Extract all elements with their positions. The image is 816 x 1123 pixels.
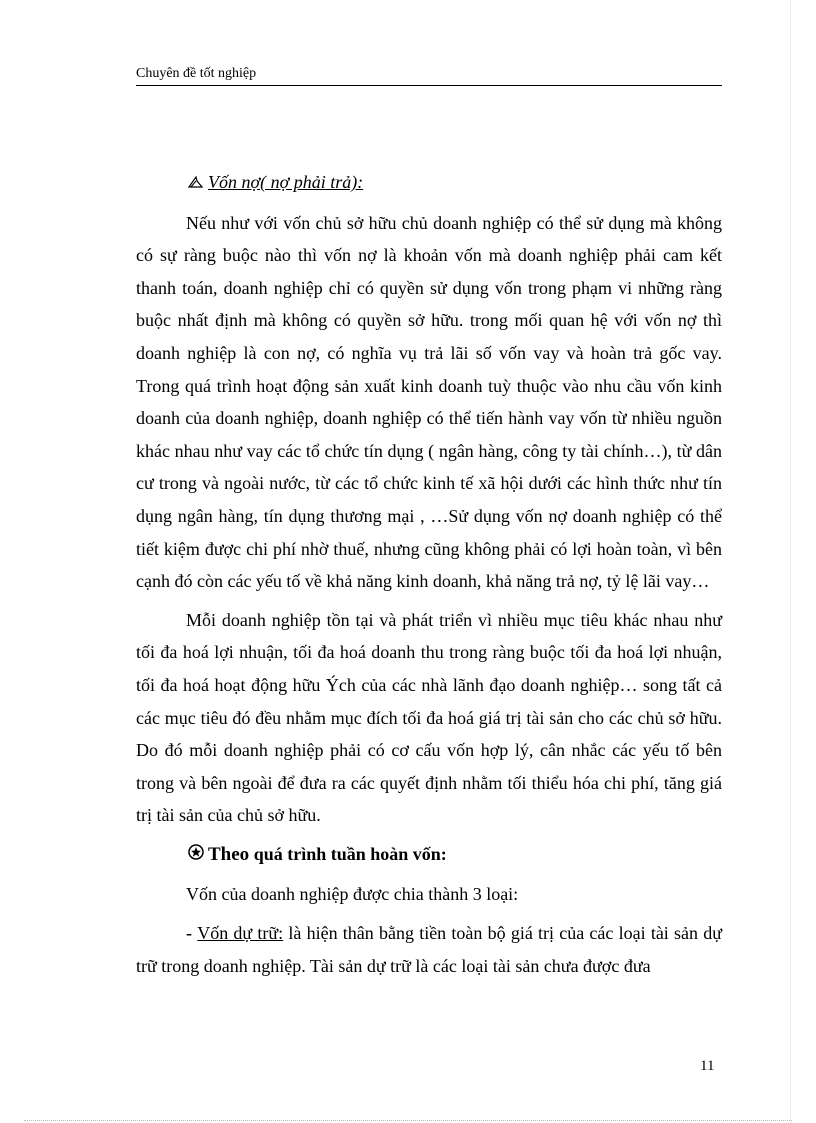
page-side-divider [790, 0, 791, 1123]
section-heading-text: Vốn nợ( nợ phải trả): [208, 172, 364, 192]
list-item-dash: - [186, 923, 198, 944]
subsection-intro: Vốn của doanh nghiệp được chia thành 3 loại: [186, 884, 519, 905]
subsection-heading-prefix: Theo [208, 843, 250, 865]
page-header [136, 66, 722, 86]
list-item-term: Vốn dự trữ: [197, 923, 284, 944]
section-heading [136, 166, 722, 201]
paragraph-2: Mỗi doanh nghiệp tồn tại và phát triển vì nhiều mục tiêu khác nhau như tối đa hoá lợi nhuận, tối đa hoá doanh thu trong ràng buộc tối đa hoá lợi nhuận, tối đa hoá hoạt động hữu Ých của các nhà lãnh đạo doanh nghiệp… song tất cả các mục tiêu đó đều nhằm mục đích tối đa hoá giá trị tài sản cho các chủ sở hữu. Do đó mỗi doanh nghiệp phải có cơ cấu vốn hợp lý, cân nhắc các yếu tố bên trong và bên ngoài để đưa ra các quyết định nhằm tối thiểu hóa chi phí, tăng giá trị tài sản của chủ sở hữu. [136, 609, 722, 826]
subsection-heading [136, 838, 722, 873]
paragraph-1: Nếu như với vốn chủ sở hữu chủ doanh nghiệp có thể sử dụng mà không có sự ràng buộc nào thì vốn nợ là khoản vốn mà doanh nghiệp phải cam kết thanh toán, doanh nghiệp chỉ có quyền sử dụng vốn trong phạm vi những ràng buộc nhất định mà không có quyền sở hữu. trong mối quan hệ với vốn nợ thì doanh nghiệp là con nợ, có nghĩa vụ trả lãi số vốn vay và hoàn trả gốc vay. Trong quá trình hoạt động sản xuất kinh doanh tuỳ thuộc vào nhu cầu vốn kinh doanh của doanh nghiệp, doanh nghiệp có thể tiến hành vay vốn từ nhiều nguồn khác nhau như vay các tổ chức tín dụng ( ngân hàng, công ty tài chính…), từ dân cư trong và ngoài nước, từ các tổ chức kinh tế xã hội dưới các hình thức như tín dụng ngân hàng, tín dụng thương mại , …Sử dụng vốn nợ doanh nghiệp có thể tiết kiệm được chi phí nhờ thuế, nhưng cũng không phải có lợi hoàn toàn, vì bên cạnh đó còn các yếu tố về khả năng kinh doanh, khả năng trả nợ, tỷ lệ lãi vay… [136, 212, 722, 592]
circled-star-icon [188, 840, 204, 873]
page-bottom-divider [24, 1120, 792, 1121]
list-item-text: là hiện thân bằng tiền toàn bộ giá trị của các loại tài sản dự trữ trong doanh nghiệp. Tài sản dự trữ là các loại tài sản chưa được đưa [136, 923, 722, 976]
header-title: Chuyên đề tốt nghiệp [136, 66, 257, 81]
list-item [136, 917, 722, 982]
pointer-icon [188, 168, 204, 201]
subsection-heading-rest: quá trình tuần hoàn vốn: [249, 843, 447, 864]
document-body [136, 166, 722, 988]
page-number: 11 [700, 1058, 715, 1074]
